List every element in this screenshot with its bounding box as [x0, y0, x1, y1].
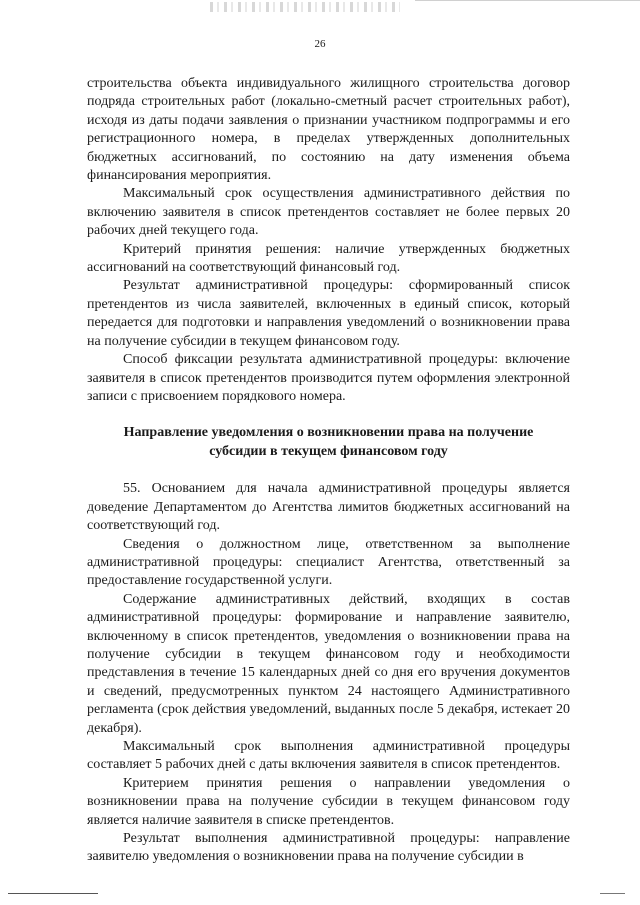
- scan-artifact: [210, 2, 400, 12]
- paragraph: Результат административной процедуры: сформированный список претендентов из числа заявителей, включенных в единый список, который передается для подготовки и направления уведомлений о возникновении права на получение субсидии в текущем финансовом году.: [87, 278, 570, 349]
- paragraph: Максимальный срок выполнения административной процедуры составляет 5 рабочих дней с даты включения заявителя в список претендентов.: [87, 739, 570, 773]
- paragraph: Максимальный срок осуществления административного действия по включению заявителя в список претендентов составляет не более первых 20 рабочих дней текущего года.: [87, 186, 570, 239]
- paragraph: Сведения о должностном лице, ответственном за выполнение административной процедуры: специалист Агентства, ответственный за предоставление государственной услуги.: [87, 536, 570, 589]
- page-number: 26: [314, 38, 326, 50]
- scan-edge-line: [600, 893, 625, 894]
- section-heading-line: субсидии в текущем финансовом году: [209, 443, 448, 459]
- document-body: [87, 75, 570, 867]
- paragraph: Критерий принятия решения: наличие утвержденных бюджетных ассигнований на соответствующий финансовый год.: [87, 241, 570, 276]
- paragraph: Способ фиксации результата административной процедуры: включение заявителя в список претендентов производится путем оформления электронной записи с присвоением порядкового номера.: [87, 352, 570, 404]
- section-heading: [87, 424, 570, 461]
- paragraph: Критерием принятия решения о направлении уведомления о возникновении права на получение субсидии в текущем финансовом году является наличие заявителя в списке претендентов.: [87, 775, 570, 828]
- paragraph: строительства объекта индивидуального жилищного строительства договор подряда строительных работ (локально-сметный расчет строительных работ), исходя из даты подачи заявления о признании участником подпрограммы и его регистрационного номера, в пределах утвержденных дополнительных бюджетных ассигнований, по состоянию на дату изменения объема финансирования мероприятия.: [87, 76, 570, 184]
- paragraph: 55. Основанием для начала административной процедуры является доведение Департаментом до Агентства лимитов бюджетных ассигнований на соответствующий год.: [87, 481, 570, 534]
- section-heading-line: Направление уведомления о возникновении права на получение: [123, 425, 534, 441]
- scan-edge-line: [8, 893, 98, 894]
- paragraph: Результат выполнения административной процедуры: направление заявителю уведомления о возникновении права на получение субсидии в: [87, 831, 570, 865]
- scan-edge-line: [415, 0, 640, 1]
- paragraph: Содержание административных действий, входящих в состав административной процедуры: формирование и направление заявителю, включенному в список претендентов, уведомления о возникновении права на получение субсидии в текущем финансовом году и необходимости представления в течение 15 календарных дней со дня его вручения документов и сведений, предусмотренных пунктом 24 настоящего Административного регламента (срок действия уведомлений, выданных после 5 декабря, истекает 20 декабря).: [87, 591, 570, 736]
